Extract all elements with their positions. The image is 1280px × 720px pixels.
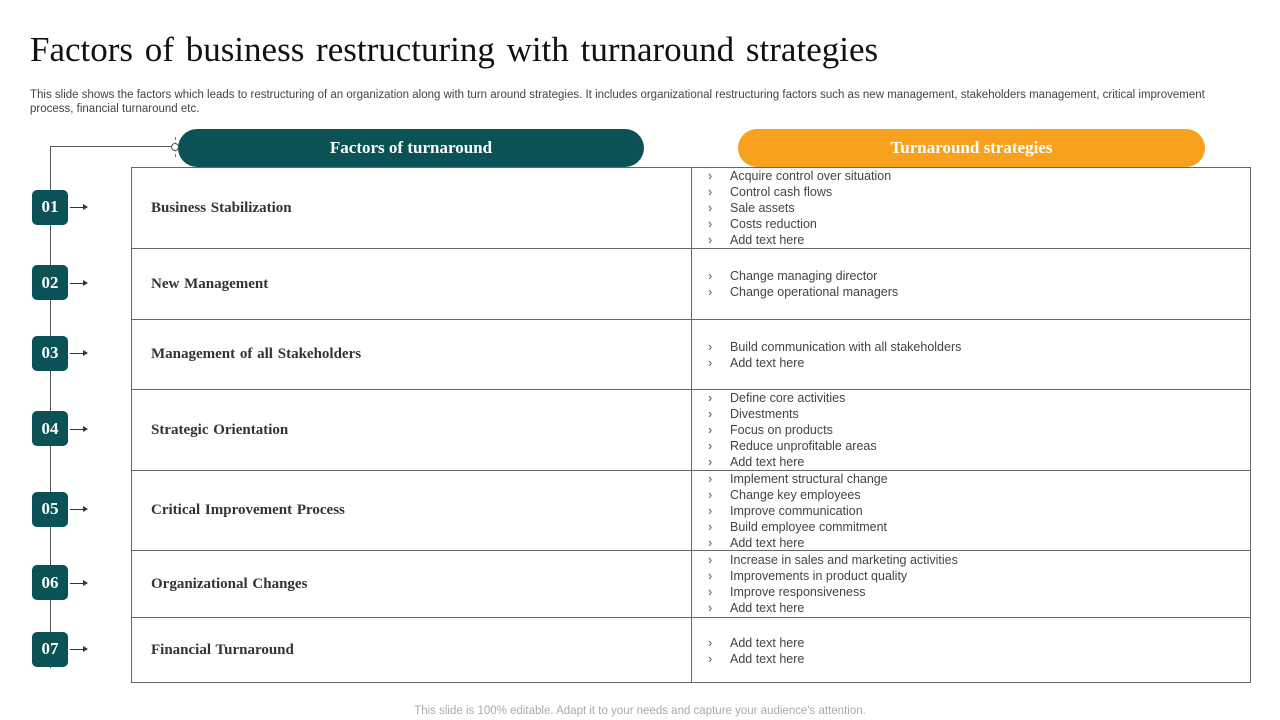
chevron-right-icon: › — [708, 601, 713, 615]
strategy-item — [708, 600, 1228, 616]
arrow-right-icon — [70, 283, 84, 284]
strategy-text: Costs reduction — [730, 217, 817, 231]
footer-note: This slide is 100% editable. Adapt it to your needs and capture your audience's attention. — [414, 705, 866, 717]
strategy-text: Sale assets — [730, 201, 795, 215]
strategy-item — [708, 454, 1228, 470]
chevron-right-icon: › — [708, 217, 713, 231]
strategy-item — [708, 200, 1228, 216]
step-number-badge: 06 — [32, 565, 68, 600]
strategy-item — [708, 471, 1228, 487]
step-number-badge: 02 — [32, 265, 68, 300]
factor-label: Business Stabilization — [151, 199, 292, 216]
header-turnaround-strategies: Turnaround strategies — [738, 129, 1205, 167]
chevron-right-icon: › — [708, 553, 713, 567]
table-row — [132, 550, 1250, 617]
strategy-text: Build communication with all stakeholders — [730, 339, 962, 354]
connector-dot — [171, 143, 179, 151]
chevron-right-icon: › — [708, 233, 713, 247]
timeline-connector — [50, 146, 172, 147]
table-row — [132, 470, 1250, 550]
chevron-right-icon: › — [708, 651, 713, 666]
arrow-right-icon — [70, 649, 84, 650]
strategy-item — [708, 284, 1228, 300]
strategy-list — [708, 249, 1228, 319]
strategy-item — [708, 651, 1228, 667]
strategy-text: Add text here — [730, 635, 805, 650]
chevron-right-icon: › — [708, 455, 713, 469]
chevron-right-icon: › — [708, 585, 713, 599]
column-divider — [691, 168, 692, 248]
column-divider — [691, 249, 692, 319]
strategy-text: Build employee commitment — [730, 519, 888, 534]
page-title: Factors of business restructuring with turnaround strategies — [30, 30, 879, 69]
factor-label: Financial Turnaround — [151, 642, 294, 658]
strategy-item — [708, 519, 1228, 535]
strategy-text: Increase in sales and marketing activities — [730, 553, 958, 567]
arrow-right-icon — [70, 583, 84, 584]
strategy-item — [708, 232, 1228, 248]
strategy-text: Focus on products — [730, 423, 833, 437]
column-divider — [691, 551, 692, 617]
strategy-item — [708, 487, 1228, 503]
table-row — [132, 248, 1250, 319]
chevron-right-icon: › — [708, 269, 713, 283]
chevron-right-icon: › — [708, 407, 713, 421]
table-row — [132, 389, 1250, 470]
chevron-right-icon: › — [708, 519, 713, 534]
strategy-text: Reduce unprofitable areas — [730, 439, 877, 453]
table-row — [132, 319, 1250, 389]
chevron-right-icon: › — [708, 503, 713, 518]
strategy-item — [708, 568, 1228, 584]
strategy-item — [708, 635, 1228, 651]
factor-label: Strategic Orientation — [151, 421, 289, 438]
strategy-item — [708, 184, 1228, 200]
step-number-badge: 04 — [32, 411, 68, 446]
step-number-badge: 03 — [32, 336, 68, 371]
header-factors-of-turnaround: Factors of turnaround — [178, 129, 644, 167]
strategy-text: Add text here — [730, 233, 805, 247]
strategy-text: Control cash flows — [730, 185, 833, 199]
strategy-item — [708, 584, 1228, 600]
strategy-text: Implement structural change — [730, 471, 888, 486]
chevron-right-icon: › — [708, 391, 713, 405]
strategy-item — [708, 168, 1228, 184]
strategy-item — [708, 390, 1228, 406]
strategy-item — [708, 355, 1228, 371]
strategy-text: Divestments — [730, 407, 799, 421]
chevron-right-icon: › — [708, 169, 713, 183]
strategy-text: Change operational managers — [730, 285, 899, 299]
strategy-text: Add text here — [730, 455, 805, 469]
chevron-right-icon: › — [708, 569, 713, 583]
step-number-badge: 07 — [32, 632, 68, 667]
strategy-text: Add text here — [730, 601, 805, 615]
strategy-item — [708, 216, 1228, 232]
strategy-text: Change managing director — [730, 269, 878, 283]
strategy-item — [708, 268, 1228, 284]
column-divider — [691, 618, 692, 683]
strategy-list — [708, 471, 1228, 550]
chevron-right-icon: › — [708, 185, 713, 199]
strategy-text: Add text here — [730, 535, 805, 550]
chevron-right-icon: › — [708, 535, 713, 550]
step-number-badge: 05 — [32, 492, 68, 527]
strategy-list — [708, 390, 1228, 470]
chevron-right-icon: › — [708, 439, 713, 453]
strategy-item — [708, 503, 1228, 519]
strategy-item — [708, 406, 1228, 422]
strategy-list — [708, 551, 1228, 617]
chevron-right-icon: › — [708, 339, 713, 354]
chevron-right-icon: › — [708, 423, 713, 437]
strategy-item — [708, 438, 1228, 454]
strategy-item — [708, 422, 1228, 438]
strategy-list — [708, 320, 1228, 389]
column-divider — [691, 320, 692, 389]
strategy-text: Improvements in product quality — [730, 569, 908, 583]
factors-table — [131, 167, 1251, 683]
table-row — [132, 617, 1250, 683]
strategy-item — [708, 535, 1228, 551]
strategy-text: Add text here — [730, 651, 805, 666]
column-divider — [691, 390, 692, 470]
chevron-right-icon: › — [708, 471, 713, 486]
strategy-item — [708, 552, 1228, 568]
chevron-right-icon: › — [708, 635, 713, 650]
strategy-text: Add text here — [730, 355, 805, 370]
chevron-right-icon: › — [708, 285, 713, 299]
arrow-right-icon — [70, 207, 84, 208]
factor-label: Organizational Changes — [151, 575, 308, 592]
arrow-right-icon — [70, 353, 84, 354]
table-row — [132, 168, 1250, 248]
strategy-list — [708, 168, 1228, 248]
strategy-list — [708, 618, 1228, 683]
arrow-right-icon — [70, 429, 84, 430]
factor-label: Critical Improvement Process — [151, 502, 345, 518]
page-subtitle: This slide shows the factors which leads to restructuring of an organization along with turn around strategies. It includes organizational restructuring factors such as new management, stakeholders management, critical improvement process, financial turnaround etc. — [30, 89, 1205, 115]
strategy-text: Improve communication — [730, 503, 863, 518]
column-divider — [691, 471, 692, 550]
chevron-right-icon: › — [708, 201, 713, 215]
strategy-item — [708, 339, 1228, 355]
strategy-text: Define core activities — [730, 391, 846, 405]
strategy-text: Change key employees — [730, 487, 861, 502]
chevron-right-icon: › — [708, 487, 713, 502]
factor-label: New Management — [151, 275, 269, 292]
chevron-right-icon: › — [708, 355, 713, 370]
step-number-badge: 01 — [32, 190, 68, 225]
factor-label: Management of all Stakeholders — [151, 346, 362, 362]
arrow-right-icon — [70, 509, 84, 510]
strategy-text: Acquire control over situation — [730, 169, 892, 183]
strategy-text: Improve responsiveness — [730, 585, 866, 599]
